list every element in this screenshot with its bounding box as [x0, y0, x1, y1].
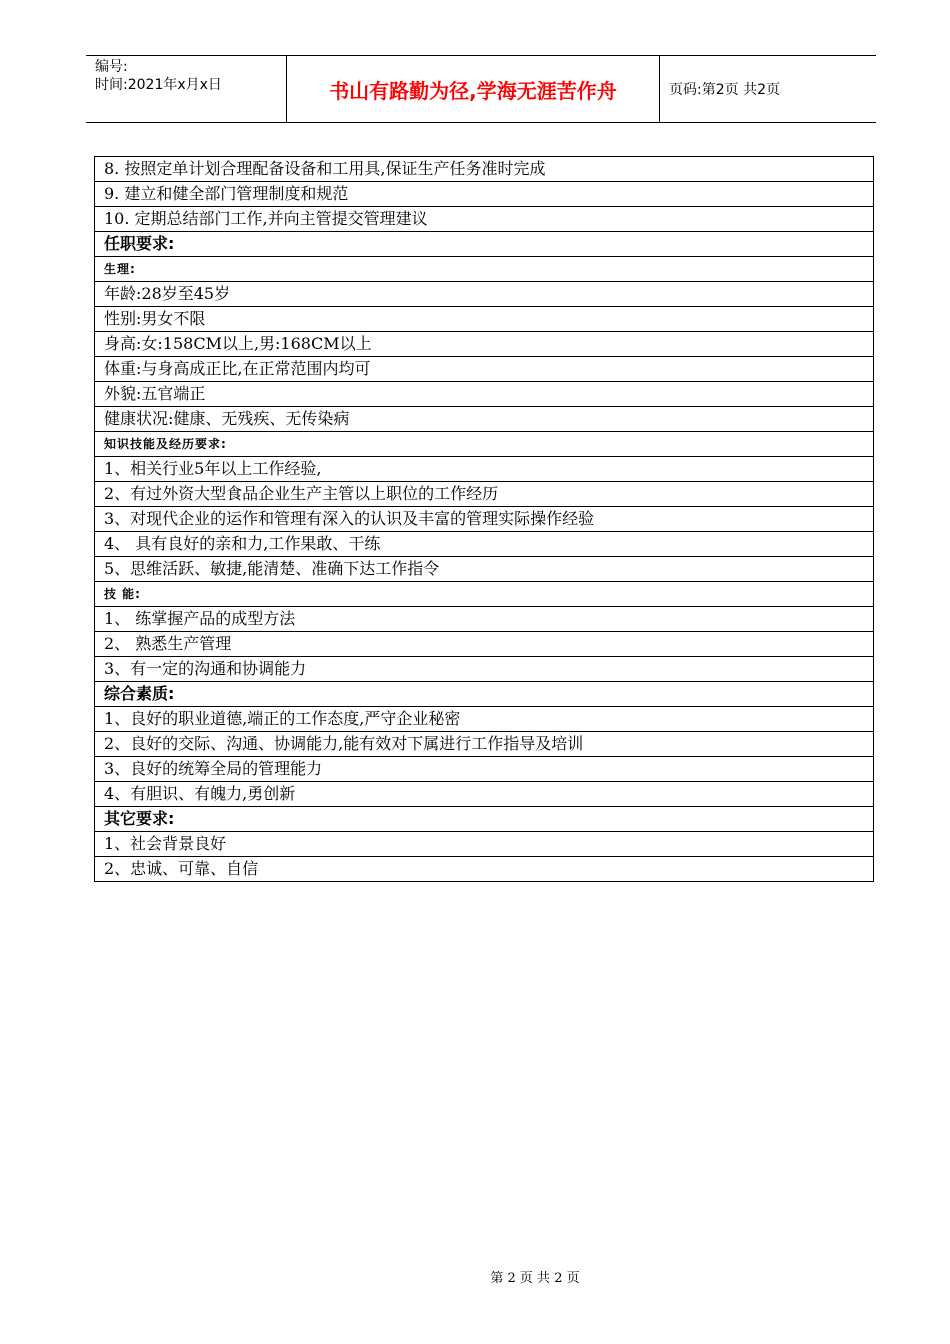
- table-cell: 4、有胆识、有魄力,勇创新: [95, 782, 874, 807]
- number-label: 编号:: [95, 59, 128, 75]
- table-cell: 3、有一定的沟通和协调能力: [95, 657, 874, 682]
- table-row: [95, 557, 874, 582]
- table-cell: 1、社会背景良好: [95, 832, 874, 857]
- header-meta: [86, 56, 286, 122]
- table-cell: 2、良好的交际、沟通、协调能力,能有效对下属进行工作指导及培训: [95, 732, 874, 757]
- header-page-info: 页码:第2页 共2页: [669, 82, 780, 98]
- page-footer: 第 2 页 共 2 页: [490, 1271, 580, 1286]
- table-row: [95, 707, 874, 732]
- table-row: [95, 782, 874, 807]
- table-cell: 8. 按照定单计划合理配备设备和工用具,保证生产任务准时完成: [95, 157, 874, 182]
- table-row: [95, 282, 874, 307]
- header-motto: 书山有路勤为径,学海无涯苦作舟: [286, 56, 660, 122]
- table-cell: 1、相关行业5年以上工作经验,: [95, 457, 874, 482]
- section-heading-row: [95, 682, 874, 707]
- table-row: [95, 482, 874, 507]
- table-cell: 体重:与身高成正比,在正常范围内均可: [95, 357, 874, 382]
- table-row: [95, 207, 874, 232]
- table-cell: 1、良好的职业道德,端正的工作态度,严守企业秘密: [95, 707, 874, 732]
- table-row: [95, 157, 874, 182]
- time-label: 时间:2021年x月x日: [95, 77, 222, 93]
- table-cell: 身高:女:158CM以上,男:168CM以上: [95, 332, 874, 357]
- table-cell: 年龄:28岁至45岁: [95, 282, 874, 307]
- section-heading: 技 能:: [95, 582, 874, 607]
- section-heading: 生理:: [95, 257, 874, 282]
- section-heading-row: [95, 232, 874, 257]
- table-row: [95, 832, 874, 857]
- table-cell: 2、忠诚、可靠、自信: [95, 857, 874, 882]
- table-row: [95, 357, 874, 382]
- section-heading-row: [95, 807, 874, 832]
- table-row: [95, 757, 874, 782]
- table-cell: 3、良好的统筹全局的管理能力: [95, 757, 874, 782]
- table-cell: 5、思维活跃、敏捷,能清楚、准确下达工作指令: [95, 557, 874, 582]
- table-row: [95, 657, 874, 682]
- table-row: [95, 382, 874, 407]
- table-cell: 健康状况:健康、无残疾、无传染病: [95, 407, 874, 432]
- table-cell: 2、有过外资大型食品企业生产主管以上职位的工作经历: [95, 482, 874, 507]
- section-heading: 其它要求:: [95, 807, 874, 832]
- page-header: [86, 55, 876, 123]
- table-row: [95, 407, 874, 432]
- table-cell: 性别:男女不限: [95, 307, 874, 332]
- section-heading-row: [95, 582, 874, 607]
- table-cell: 2、 熟悉生产管理: [95, 632, 874, 657]
- section-heading-row: [95, 257, 874, 282]
- table-row: [95, 307, 874, 332]
- section-heading: 任职要求:: [95, 232, 874, 257]
- table-cell: 3、对现代企业的运作和管理有深入的认识及丰富的管理实际操作经验: [95, 507, 874, 532]
- table-row: [95, 732, 874, 757]
- table-cell: 9. 建立和健全部门管理制度和规范: [95, 182, 874, 207]
- table-row: [95, 632, 874, 657]
- requirements-table: [94, 156, 874, 882]
- table-row: [95, 507, 874, 532]
- table-row: [95, 857, 874, 882]
- table-cell: 10. 定期总结部门工作,并向主管提交管理建议: [95, 207, 874, 232]
- table-cell: 1、 练掌握产品的成型方法: [95, 607, 874, 632]
- requirements-table-body: [95, 157, 874, 882]
- table-cell: 4、 具有良好的亲和力,工作果敢、干练: [95, 532, 874, 557]
- section-heading: 知识技能及经历要求:: [95, 432, 874, 457]
- section-heading-row: [95, 432, 874, 457]
- table-row: [95, 607, 874, 632]
- section-heading: 综合素质:: [95, 682, 874, 707]
- table-row: [95, 457, 874, 482]
- table-row: [95, 532, 874, 557]
- table-row: [95, 182, 874, 207]
- table-cell: 外貌:五官端正: [95, 382, 874, 407]
- table-row: [95, 332, 874, 357]
